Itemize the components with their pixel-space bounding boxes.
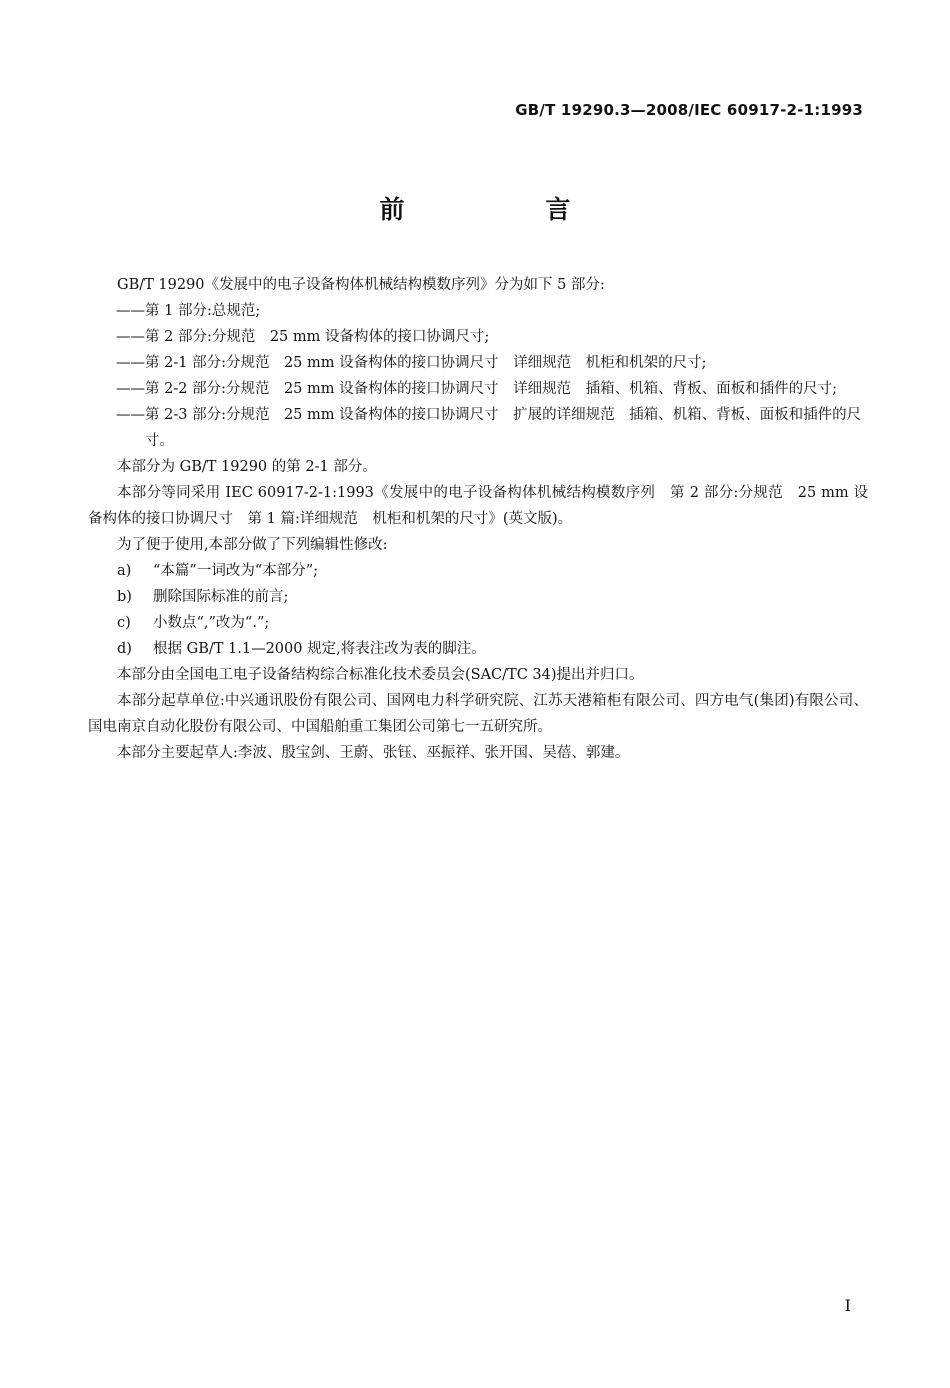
part-item: ——第 1 部分:总规范; — [116, 303, 261, 319]
modification-text: 小数点“,”改为“.”; — [153, 615, 270, 631]
part-item: ——第 2 部分:分规范 25 mm 设备构体的接口协调尺寸; — [116, 329, 490, 345]
parts-list — [88, 298, 868, 454]
foreword-body — [88, 272, 868, 766]
part-item: ——第 2-3 部分:分规范 25 mm 设备构体的接口协调尺寸 扩展的详细规范 插箱、机箱、背板、面板和插件的尺寸。 — [116, 407, 862, 449]
modification-item — [88, 636, 868, 662]
modification-text: “本篇”一词改为“本部分”; — [153, 563, 319, 579]
adoption-paragraph: 本部分等同采用 IEC 60917-2-1:1993《发展中的电子设备构体机械结构模数序列 第 2 部分:分规范 25 mm 设备构体的接口协调尺寸 第 1 篇:详细规范 机柜和机架的尺寸》(英文版)。 — [88, 485, 868, 527]
modifications-intro: 为了便于使用,本部分做了下列编辑性修改: — [117, 537, 388, 553]
intro-paragraph: GB/T 19290《发展中的电子设备构体机械结构模数序列》分为如下 5 部分: — [117, 277, 605, 293]
list-marker: b) — [117, 589, 132, 605]
drafting-units-paragraph: 本部分起草单位:中兴通讯股份有限公司、国网电力科学研究院、江苏天港箱柜有限公司、四方电气(集团)有限公司、国电南京自动化股份有限公司、中国船舶重工集团公司第七一五研究所。 — [88, 693, 868, 735]
part-item: ——第 2-1 部分:分规范 25 mm 设备构体的接口协调尺寸 详细规范 机柜和机架的尺寸; — [116, 355, 707, 371]
modifications-list — [88, 558, 868, 662]
modification-text: 删除国际标准的前言; — [153, 589, 289, 605]
modification-item — [88, 584, 868, 610]
this-part-paragraph: 本部分为 GB/T 19290 的第 2-1 部分。 — [117, 459, 377, 475]
list-marker: a) — [117, 563, 132, 579]
modification-item — [88, 610, 868, 636]
list-marker: d) — [117, 641, 132, 657]
list-marker: c) — [117, 615, 131, 631]
drafters-paragraph: 本部分主要起草人:李波、殷宝剑、王蔚、张钰、巫振祥、张开国、吴蓓、郭建。 — [117, 745, 630, 761]
proposed-by-paragraph: 本部分由全国电工电子设备结构综合标准化技术委员会(SAC/TC 34)提出并归口。 — [117, 667, 644, 683]
modification-text: 根据 GB/T 1.1—2000 规定,将表注改为表的脚注。 — [153, 641, 486, 657]
page-title: 前 言 — [379, 195, 629, 224]
standard-number: GB/T 19290.3—2008/IEC 60917-2-1:1993 — [515, 101, 863, 119]
page-number: I — [844, 1296, 851, 1315]
modification-item — [88, 558, 868, 584]
part-item: ——第 2-2 部分:分规范 25 mm 设备构体的接口协调尺寸 详细规范 插箱、机箱、背板、面板和插件的尺寸; — [116, 381, 838, 397]
